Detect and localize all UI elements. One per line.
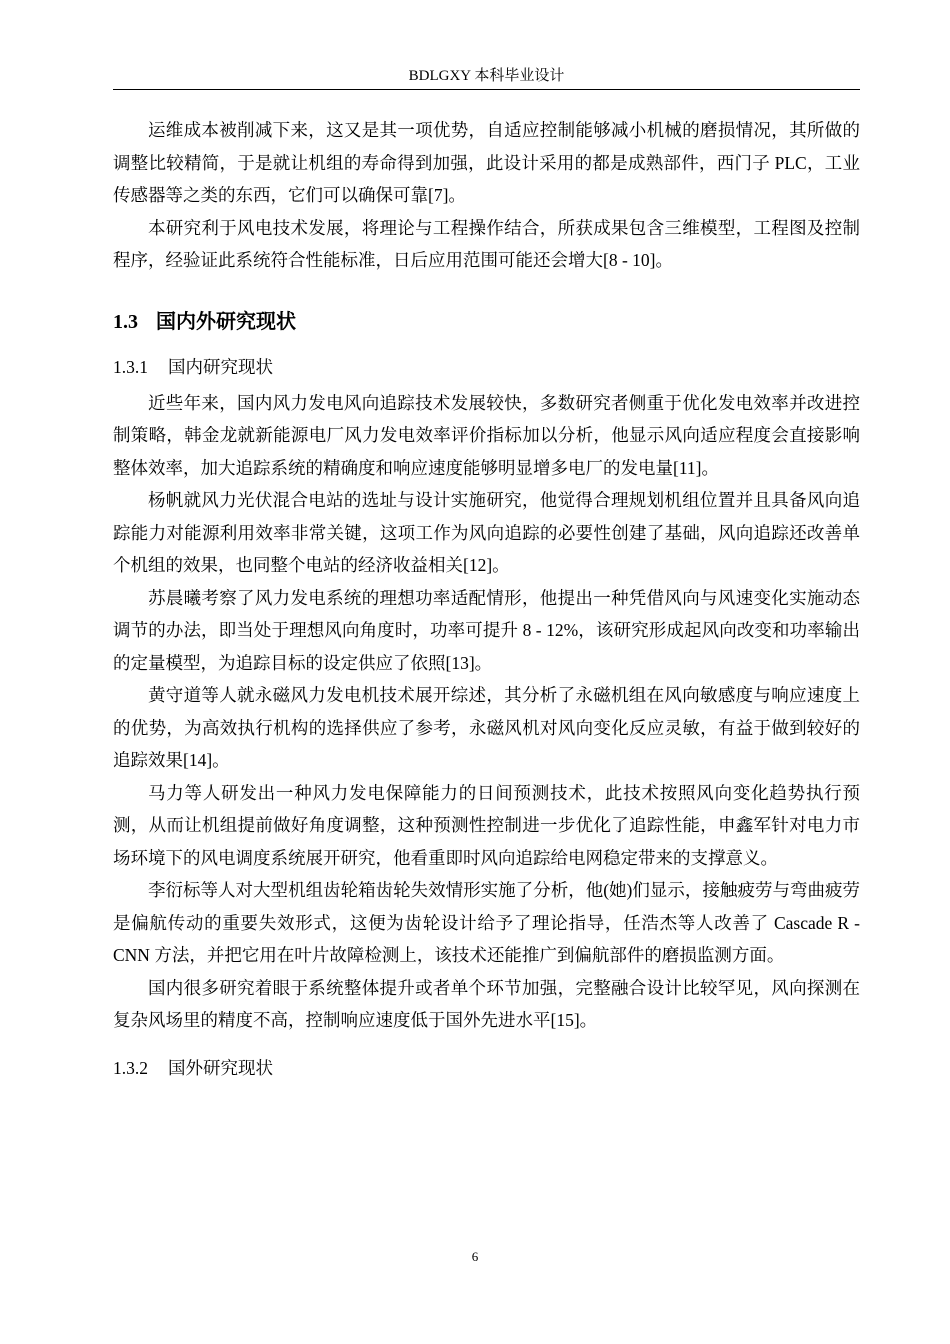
- paragraph: 国内很多研究着眼于系统整体提升或者单个环节加强，完整融合设计比较罕见，风向探测在复杂风场里的精度不高，控制响应速度低于国外先进水平[15]。: [113, 977, 860, 1030]
- section-heading: [113, 303, 860, 340]
- paragraph: 黄守道等人就永磁风力发电机技术展开综述，其分析了永磁机组在风向敏感度与响应速度上的优势，为高效执行机构的选择供应了参考，永磁风机对风向变化反应灵敏，有益于做到较好的追踪效果[14]。: [113, 685, 860, 770]
- page-number: 6: [471, 1249, 479, 1264]
- subsection-heading: [113, 1051, 860, 1086]
- paragraph: 李衍标等人对大型机组齿轮箱齿轮失效情形实施了分析，他(她)们显示，接触疲劳与弯曲疲劳是偏航传动的重要失效形式，这便为齿轮设计给予了理论指导，任浩杰等人改善了 Cascade R - CNN 方法，并把它用在叶片故障检测上，该技术还能推广到偏航部件的磨损监测方面。: [113, 880, 860, 965]
- subsection-heading: [113, 350, 860, 385]
- page-body: [113, 114, 860, 1088]
- paragraph: 近些年来，国内风力发电风向追踪技术发展较快，多数研究者侧重于优化发电效率并改进控制策略，韩金龙就新能源电厂风力发电效率评价指标加以分析，他显示风向适应程度会直接影响整体效率，加大追踪系统的精确度和响应速度能够明显增多电厂的发电量[11]。: [113, 392, 860, 478]
- subsection-title: 国外研究现状: [168, 1058, 273, 1079]
- running-header: BDLGXY 本科毕业设计: [408, 68, 565, 84]
- paragraph: 杨帆就风力光伏混合电站的选址与设计实施研究，他觉得合理规划机组位置并且具备风向追踪能力对能源利用效率非常关键，这项工作为风向追踪的必要性创建了基础，风向追踪还改善单个机组的效果，也同整个电站的经济收益相关[12]。: [113, 490, 860, 575]
- subsection-title: 国内研究现状: [168, 357, 273, 378]
- paragraph: 苏晨曦考察了风力发电系统的理想功率适配情形，他提出一种凭借风向与风速变化实施动态调节的办法，即当处于理想风向角度时，功率可提升 8 - 12%，该研究形成起风向改变和功率输出的定量模型，为追踪目标的设定供应了依照[13]。: [113, 587, 860, 673]
- subsection-number: 1.3.2: [113, 1057, 148, 1078]
- paragraph: 运维成本被削减下来，这又是其一项优势，自适应控制能够减小机械的磨损情况，其所做的调整比较精简，于是就让机组的寿命得到加强，此设计采用的都是成熟部件，西门子 PLC，工业传感器等之类的东西，它们可以确保可靠[7]。: [113, 120, 860, 205]
- paragraph: 马力等人研发出一种风力发电保障能力的日间预测技术，此技术按照风向变化趋势执行预测，从而让机组提前做好角度调整，这种预测性控制进一步优化了追踪性能，申鑫军针对电力市场环境下的风电调度系统展开研究，他看重即时风向追踪给电网稳定带来的支撑意义。: [113, 782, 860, 868]
- header-divider: [113, 89, 860, 90]
- paragraph: 本研究利于风电技术发展，将理论与工程操作结合，所获成果包含三维模型，工程图及控制程序，经验证此系统符合性能标准，日后应用范围可能还会增大[8 - 10]。: [113, 217, 860, 270]
- section-title: 国内外研究现状: [156, 308, 296, 333]
- subsection-number: 1.3.1: [113, 356, 148, 377]
- section-number: 1.3: [113, 310, 138, 333]
